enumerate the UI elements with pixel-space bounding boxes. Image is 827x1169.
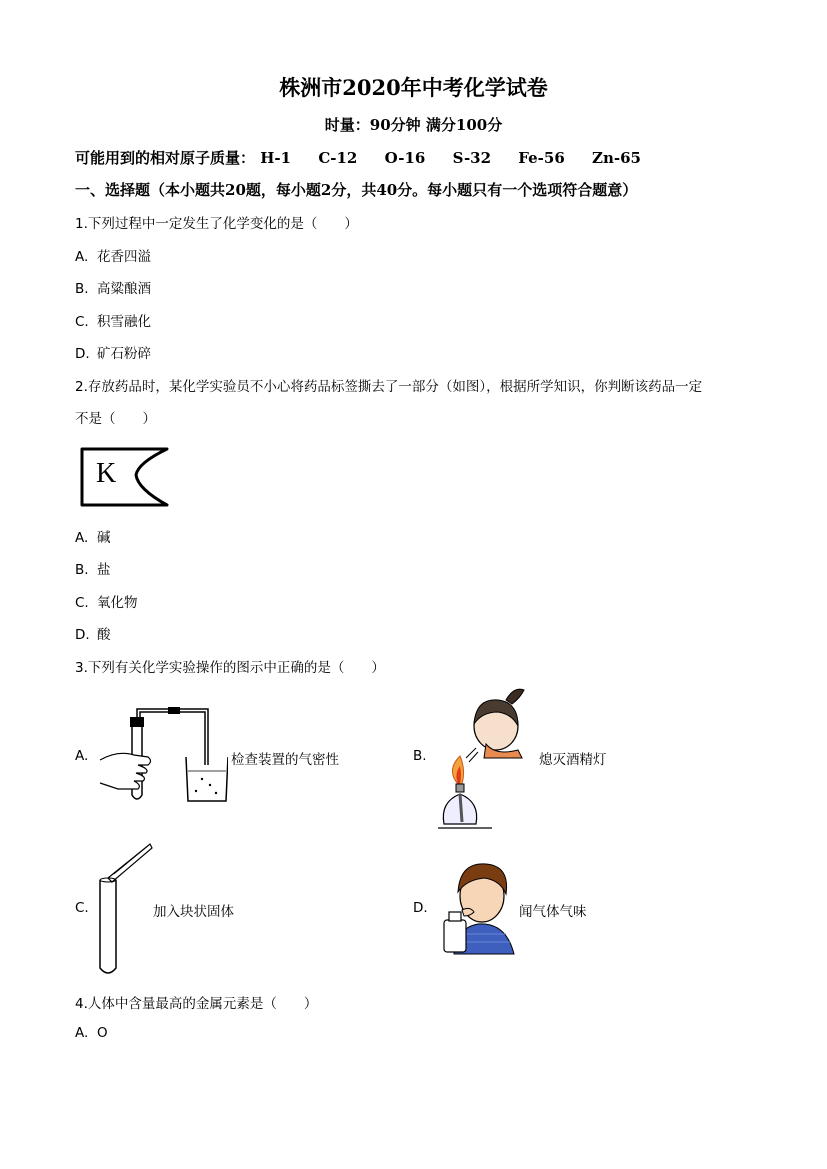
section1-heading: 一、选择题（本小题共20题，每小题2分，共40分。每小题只有一个选项符合题意） bbox=[75, 181, 638, 199]
torn-label-letter: K bbox=[96, 458, 117, 489]
atomic-mass-zn: Zn-65 bbox=[592, 149, 641, 167]
q3-option-d-caption: 闻气体气味 bbox=[519, 904, 587, 920]
q3-option-c-caption: 加入块状固体 bbox=[153, 904, 234, 920]
q1-option-b: B. 高粱酿酒 bbox=[75, 281, 151, 297]
airtightness-check-illustration bbox=[98, 705, 228, 805]
atomic-mass-c: C-12 bbox=[318, 149, 358, 167]
q3-option-a-caption: 检查装置的气密性 bbox=[231, 752, 339, 768]
torn-label-figure bbox=[78, 445, 170, 509]
q1-option-a: A. 花香四溢 bbox=[75, 249, 151, 265]
q3-option-d-letter: D. bbox=[413, 900, 428, 916]
q2-option-c: C. 氧化物 bbox=[75, 595, 138, 611]
q4-option-a: A. O bbox=[75, 1025, 108, 1041]
extinguish-lamp-illustration bbox=[436, 684, 531, 832]
exam-subtitle: 时量：90分钟 满分100分 bbox=[324, 116, 503, 134]
q3-option-b-caption: 熄灭酒精灯 bbox=[539, 752, 607, 768]
atomic-mass-s: S-32 bbox=[452, 149, 492, 167]
q2-option-a: A. 碱 bbox=[75, 530, 111, 546]
atomic-mass-fe: Fe-56 bbox=[518, 149, 565, 167]
exam-title: 株洲市2020年中考化学试卷 bbox=[279, 75, 548, 100]
q3-option-c-letter: C. bbox=[75, 900, 89, 916]
atomic-masses-line bbox=[75, 147, 663, 168]
add-solid-illustration bbox=[96, 840, 156, 980]
q1-stem: 1.下列过程中一定发生了化学变化的是（ ） bbox=[75, 216, 358, 232]
q4-stem: 4.人体中含量最高的金属元素是（ ） bbox=[75, 996, 318, 1012]
q3-option-b-letter: B. bbox=[413, 748, 427, 764]
q2-option-d: D. 酸 bbox=[75, 627, 111, 643]
q2-option-b: B. 盐 bbox=[75, 562, 111, 578]
q1-option-c: C. 积雪融化 bbox=[75, 314, 151, 330]
q3-stem: 3.下列有关化学实验操作的图示中正确的是（ ） bbox=[75, 660, 385, 676]
q2-stem-line1: 2.存放药品时，某化学实验员不小心将药品标签撕去了一部分（如图），根据所学知识，你判断该药品一定 bbox=[75, 379, 703, 395]
q2-stem-line2: 不是（ ） bbox=[75, 411, 156, 427]
atomic-mass-o: O-16 bbox=[384, 149, 426, 167]
atomic-mass-h: H-1 bbox=[260, 149, 292, 167]
q1-option-d: D. 矿石粉碎 bbox=[75, 346, 151, 362]
smell-gas-illustration bbox=[436, 858, 516, 956]
atomic-masses-label: 可能用到的相对原子质量： bbox=[75, 149, 256, 167]
q3-option-a-letter: A. bbox=[75, 748, 89, 764]
